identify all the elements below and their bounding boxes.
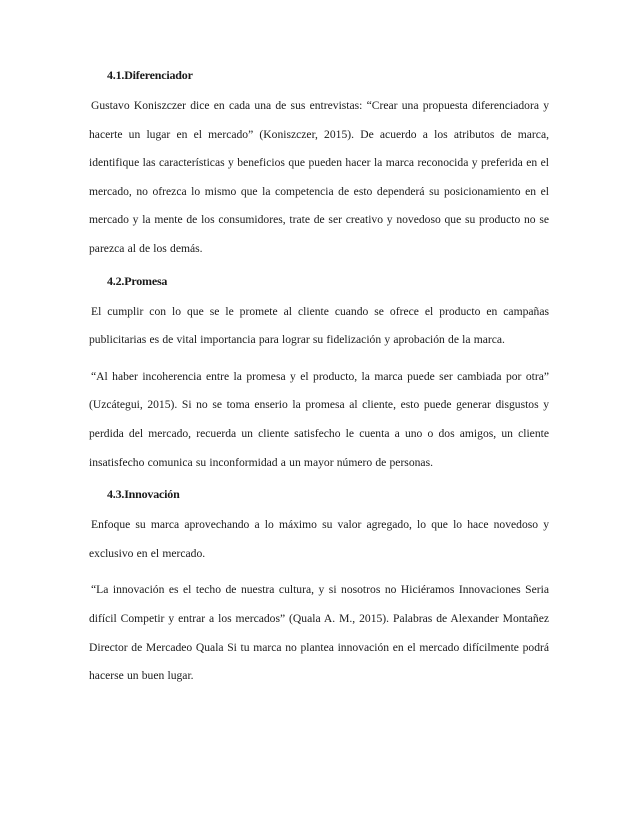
paragraph-promesa-1: El cumplir con lo que se le promete al cliente cuando se ofrece el producto en campañas publicitarias es de vital importancia para lograr su fidelización y aprobación de la marca. [89,304,549,347]
section-heading-promesa: 4.2.Promesa [107,273,168,288]
paragraph-promesa-2: “Al haber incoherencia entre la promesa y el producto, la marca puede ser cambiada por otra” (Uzcátegui, 2015). Si no se toma enserio la promesa al cliente, esto puede generar disgustos y perdida del mercado, recuerda un cliente satisfecho le cuenta a uno o dos amigos, un cliente insatisfecho comunica su inconformidad a un mayor número de personas. [89,369,549,469]
section-heading-diferenciador: 4.1.Diferenciador [107,68,193,82]
paragraph-innovacion-2: “La innovación es el techo de nuestra cultura, y si nosotros no Hiciéramos Innovaciones Seria difícil Competir y entrar a los mercados” (Quala A. M., 2015). Palabras de Alexander Montañez Director de Mercadeo Quala Si tu marca no plantea innovación en el mercado difícilmente podrá hacerse un buen lugar. [89,583,549,683]
document-page [89,68,549,691]
section-heading-innovacion: 4.3.Innovación [107,487,180,502]
paragraph-innovacion-1: Enfoque su marca aprovechando a lo máximo su valor agregado, lo que lo hace novedoso y exclusivo en el mercado. [89,518,549,560]
paragraph-diferenciador: Gustavo Koniszczer dice en cada una de sus entrevistas: “Crear una propuesta diferenciadora y hacerte un lugar en el mercado” (Koniszczer, 2015). De acuerdo a los atributos de marca, identifique las características y beneficios que pueden hacer la marca reconocida y preferida en el mercado, no ofrezca lo mismo que la competencia de esto dependerá su posicionamiento en el mercado y la mente de los consumidores, trate de ser creativo y novedoso que su producto no se parezca al de los demás. [89,99,549,255]
